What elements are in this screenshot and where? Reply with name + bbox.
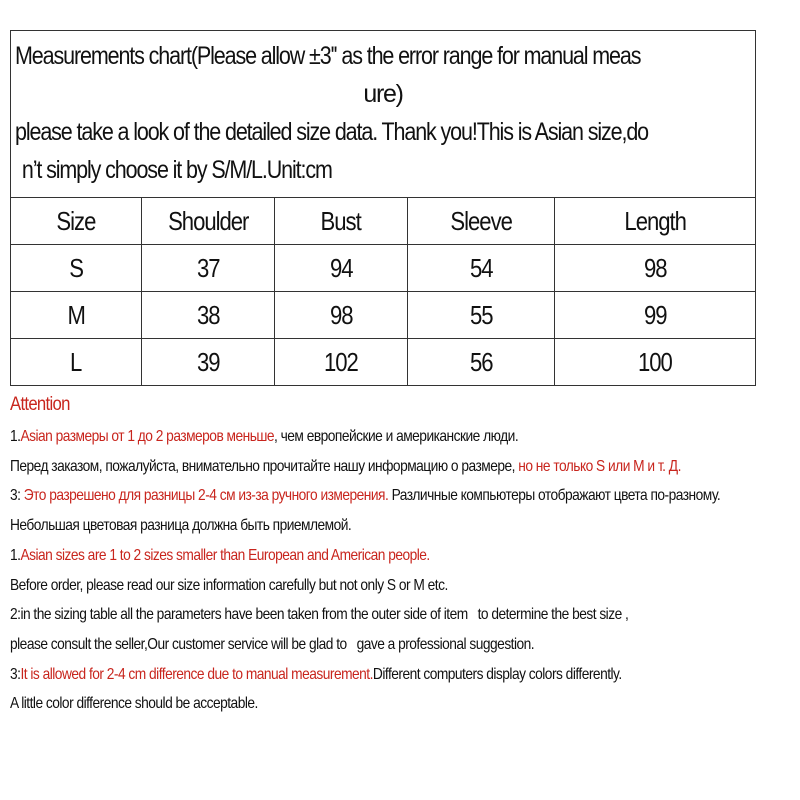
note-line-ru-2: Перед заказом, пожалуйста, внимательно прочитайте нашу информацию о размере, но не только S или M и т. Д. <box>10 457 681 475</box>
table-cell: 94 <box>275 245 408 292</box>
note-line-en-3: 2:in the sizing table all the parameters have been taken from the outer side of item to determine the best size , <box>10 606 629 624</box>
table-cell: M <box>11 292 142 339</box>
table-row <box>11 245 756 292</box>
chart-header-note <box>11 31 756 198</box>
table-cell: S <box>11 245 142 292</box>
table-cell: 39 <box>142 339 275 386</box>
note-line-en-1: 1.Asian sizes are 1 to 2 sizes smaller than European and American people. <box>10 546 430 564</box>
table-cell: 56 <box>408 339 555 386</box>
column-header: Sleeve <box>408 198 555 245</box>
table-cell: 37 <box>142 245 275 292</box>
header-line-1: Measurements chart(Please allow ±3'' as the error range for manual meas <box>15 42 641 70</box>
note-line-ru-3: 3: Это разрешено для разницы 2-4 см из-за ручного измерения. Различные компьютеры отображают цвета по-разному. <box>10 487 721 505</box>
column-header: Size <box>11 198 142 245</box>
table-cell: 38 <box>142 292 275 339</box>
column-header: Bust <box>275 198 408 245</box>
header-line-2: ure) <box>363 80 403 108</box>
header-line-3: please take a look of the detailed size data. Thank you!This is Asian size,do <box>15 118 649 146</box>
table-cell: L <box>11 339 142 386</box>
table-cell: 100 <box>555 339 756 386</box>
table-cell: 98 <box>555 245 756 292</box>
table-cell: 98 <box>275 292 408 339</box>
header-line-4: n’t simply choose it by S/M/L.Unit:cm <box>21 156 332 184</box>
column-header-row <box>11 198 756 245</box>
column-header: Shoulder <box>142 198 275 245</box>
table-cell: 54 <box>408 245 555 292</box>
attention-title: Attention <box>10 394 70 415</box>
note-line-en-2: Before order, please read our size information carefully but not only S or M etc. <box>10 576 448 594</box>
table-row <box>11 339 756 386</box>
note-line-en-6: A little color difference should be acceptable. <box>10 695 258 713</box>
table-cell: 102 <box>275 339 408 386</box>
table-cell: 99 <box>555 292 756 339</box>
size-chart-table <box>10 30 756 386</box>
chart-header-row <box>11 31 756 198</box>
attention-notes <box>10 394 800 719</box>
table-cell: 55 <box>408 292 555 339</box>
note-line-en-5: 3:It is allowed for 2-4 cm difference due to manual measurement.Different computers display colors differently. <box>10 665 622 683</box>
note-line-en-4: please consult the seller,Our customer service will be glad to gave a professional suggestion. <box>10 635 535 653</box>
note-line-ru-4: Небольшая цветовая разница должна быть приемлемой. <box>10 517 352 535</box>
note-line-ru-1: 1.Asian размеры от 1 до 2 размеров меньше, чем европейские и американские люди. <box>10 428 519 445</box>
column-header: Length <box>555 198 756 245</box>
table-row <box>11 292 756 339</box>
